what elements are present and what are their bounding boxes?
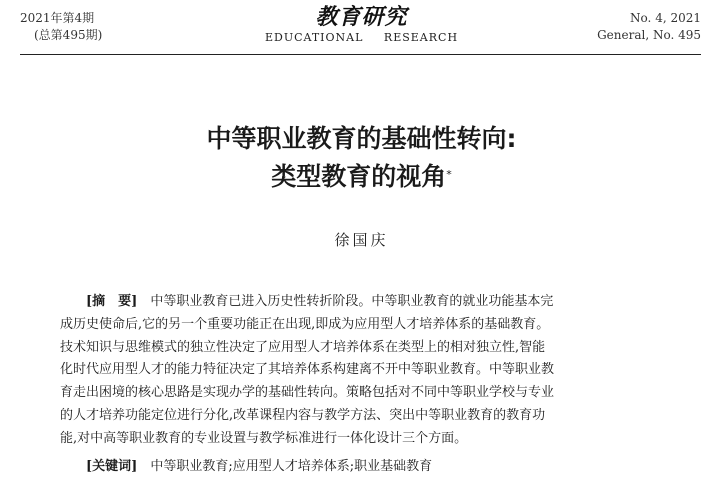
- issue-info-en: [597, 10, 701, 44]
- abstract-line: 的人才培养功能定位进行分化,改革课程内容与教学方法、突出中等职业教育的教育功: [60, 407, 546, 423]
- title-line-1: 中等职业教育的基础性转向:: [206, 124, 517, 153]
- total-number-en: General, No. 495: [597, 28, 701, 42]
- issue-number-en: No. 4, 2021: [630, 11, 701, 25]
- abstract-line: 育走出困境的核心思路是实现办学的基础性转向。策略包括对不同中等职业学校与专业: [60, 385, 555, 401]
- keywords-text: 中等职业教育;应用型人才培养体系;职业基础教育: [150, 459, 433, 474]
- keywords: [86, 457, 432, 477]
- keywords-label: [关键词]: [86, 459, 138, 474]
- header-rule: [20, 54, 701, 55]
- abstract-line: 化时代应用型人才的能力特征决定了其培养体系构建离不开中等职业教育。中等职业教: [60, 362, 555, 378]
- journal-name-en: EDUCATIONAL RESEARCH: [264, 31, 459, 44]
- abstract-label: [摘 要]: [86, 294, 138, 309]
- title-line-2: [0, 158, 723, 196]
- abstract-line: 成历史使命后,它的另一个重要功能正在出现,即成为应用型人才培养体系的基础教育。: [60, 316, 550, 332]
- page-header: [0, 0, 723, 58]
- abstract-line: 能,对中高等职业教育的专业设置与教学标准进行一体化设计三个方面。: [60, 430, 468, 446]
- issue-number-cn: 2021年第4期: [20, 11, 95, 25]
- author-name: 徐国庆: [334, 231, 389, 249]
- abstract-text: 中等职业教育已进入历史性转折阶段。中等职业教育的就业功能基本完: [150, 294, 554, 309]
- total-number-cn: (总第495期): [34, 28, 103, 42]
- abstract: [60, 291, 666, 451]
- title-footnote-mark: *: [446, 168, 452, 181]
- article-title: [0, 120, 723, 196]
- abstract-line: 技术知识与思维模式的独立性决定了应用型人才培养体系在类型上的相对独立性,智能: [60, 339, 546, 355]
- title-line-2-text: 类型教育的视角: [271, 162, 447, 191]
- journal-name-cn: 教育研究: [315, 4, 408, 30]
- abstract-line: [60, 291, 666, 314]
